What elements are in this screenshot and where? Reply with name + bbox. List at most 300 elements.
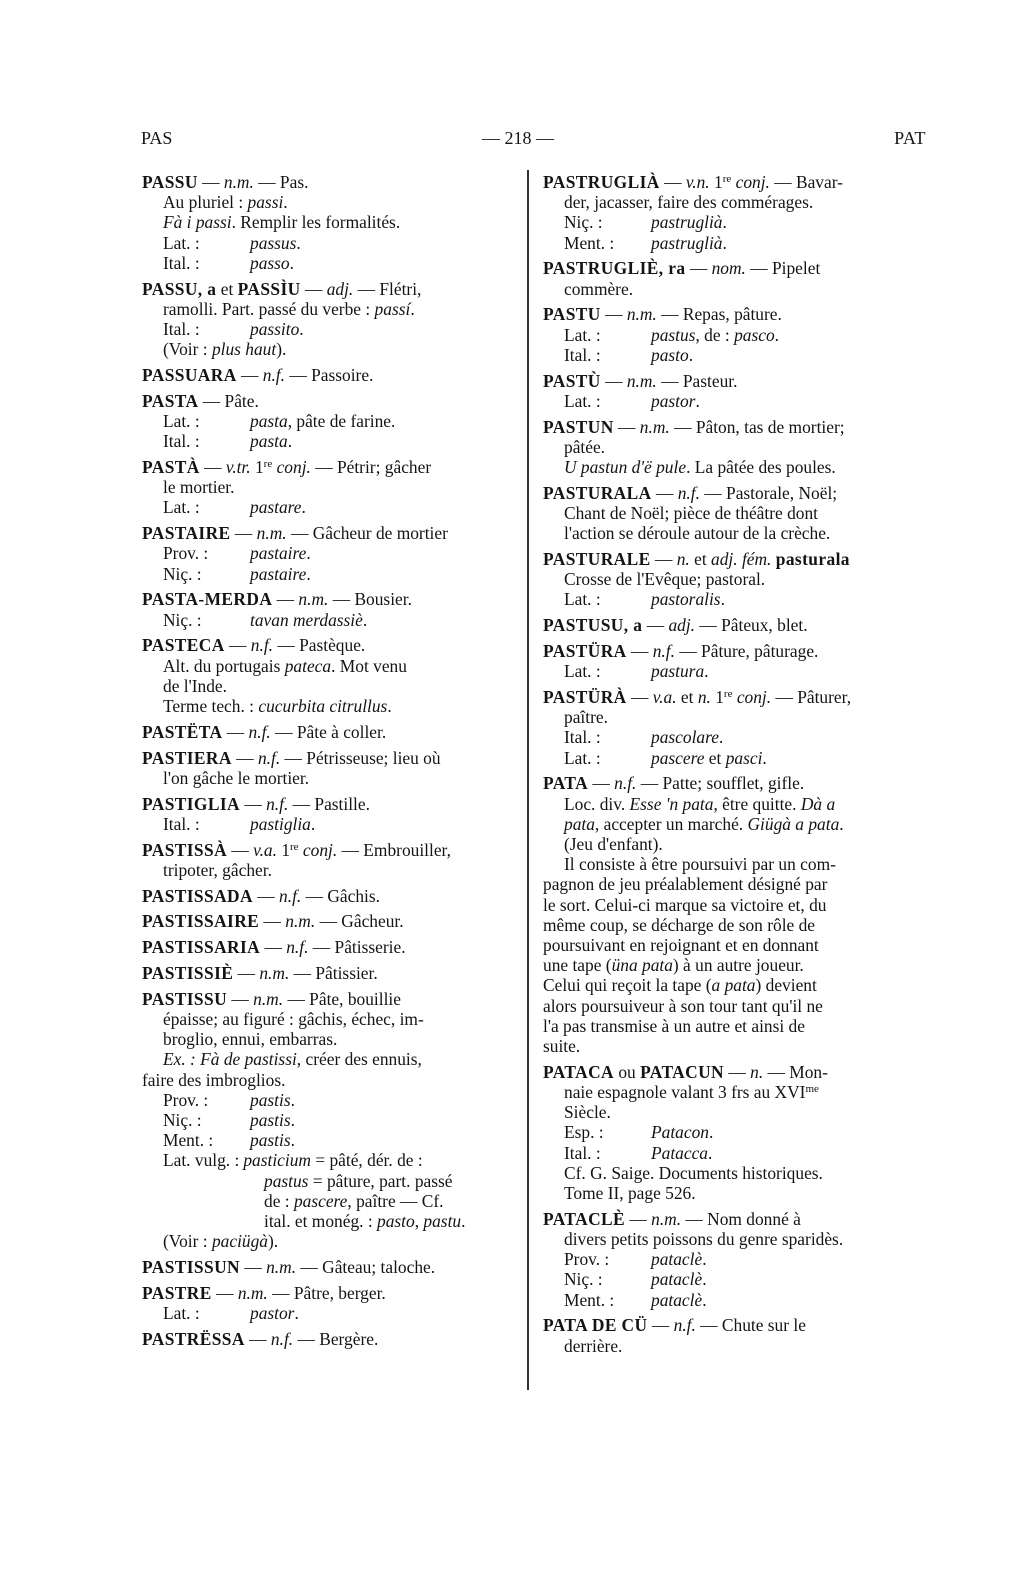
italic-text: pastiglia [250, 813, 311, 834]
text: . [306, 563, 311, 584]
text: ) à un autre joueur. [672, 955, 804, 976]
text: naie espagnole valant 3 frs au XVI [564, 1082, 806, 1103]
text: — [244, 1328, 271, 1349]
etymology-label: Lat. : [564, 324, 601, 345]
italic-text: conj. [302, 839, 338, 860]
superscript: me [805, 1083, 819, 1096]
italic-text: n.m. [626, 370, 657, 391]
headword: PASTUN [543, 416, 614, 437]
text: — [626, 687, 653, 708]
dictionary-entry [142, 523, 517, 584]
italic-text: plus haut [211, 339, 277, 360]
etymology-label: Niç. : [163, 563, 202, 584]
text: — [659, 172, 686, 192]
entry-line [142, 1130, 517, 1150]
etymology-label: Ital. : [564, 1142, 601, 1163]
running-head-right: PAT [894, 128, 926, 148]
text: de : [264, 1190, 294, 1211]
text: l'on gâche le mortier. [163, 767, 310, 788]
entry-line [543, 1183, 930, 1203]
entry-headline [142, 1283, 517, 1303]
entry-line [142, 814, 517, 834]
entry-headline [142, 748, 517, 768]
text: — [259, 911, 286, 932]
dictionary-entry [543, 1209, 930, 1310]
text: . [774, 324, 780, 345]
entry-headline [543, 483, 930, 503]
text: . [688, 344, 694, 365]
text: Tome II, page 526. [564, 1183, 696, 1204]
text: — [240, 1257, 267, 1278]
text: . [289, 252, 294, 273]
entry-line [543, 233, 930, 253]
headword: PASTA [142, 390, 199, 411]
text: — Pâture, pâturage. [674, 641, 819, 662]
text: , créer des ennuis, [296, 1049, 422, 1070]
text: = pâture, part. passé [308, 1170, 453, 1191]
entry-headline [142, 365, 517, 385]
etymology-label: Lat. : [163, 497, 200, 518]
entry-line [543, 1163, 930, 1183]
italic-text: pastaire [250, 563, 307, 584]
entry-headline [142, 963, 517, 983]
text: faire des imbroglios. [142, 1069, 286, 1090]
dictionary-entry [142, 963, 517, 983]
text: Crosse de l'Evêque; pastoral. [564, 569, 766, 590]
dictionary-entry [142, 279, 517, 360]
etymology-label: Ital. : [564, 727, 601, 748]
text: . [362, 609, 368, 630]
italic-text: pasta [250, 431, 288, 452]
text: — [647, 1315, 674, 1336]
entry-line [142, 1171, 517, 1191]
text: ramolli. Part. passé du verbe : [163, 298, 375, 319]
headword: PASTIGLIA [142, 793, 240, 814]
entry-headline [543, 615, 930, 635]
text: derrière. [564, 1335, 623, 1356]
dictionary-entry [142, 1283, 517, 1323]
text: — [651, 482, 678, 503]
text: suite. [543, 1036, 581, 1057]
entry-headline [543, 687, 930, 707]
text: , accepter un marché. [594, 813, 748, 834]
italic-text: pastis [250, 1110, 291, 1131]
entry-line [142, 1090, 517, 1110]
text: der, jacasser, faire des commérages. [564, 192, 814, 213]
text: = pâté, dér. de : [310, 1150, 423, 1171]
etymology-label: Niç. : [163, 609, 202, 630]
dictionary-entry [142, 635, 517, 716]
italic-text: pascere [293, 1190, 348, 1211]
italic-text: pataclè [651, 1289, 703, 1310]
italic-text: paciügà [211, 1231, 268, 1252]
italic-text: cucurbita citrullus [258, 696, 388, 717]
italic-text: n.f. [677, 482, 700, 503]
text: — [260, 937, 287, 958]
italic-text: v.a. [253, 839, 277, 860]
superscript: re [263, 458, 273, 471]
text: — [650, 549, 677, 570]
text: . [708, 1122, 714, 1143]
etymology-label: Ital. : [163, 252, 200, 273]
text: (Voir : [163, 1231, 212, 1252]
text: l'a pas transmise à un autre et ainsi de [543, 1015, 805, 1036]
text: — Pâte à coller. [270, 721, 387, 742]
entry-line [543, 1290, 930, 1310]
headword: PASTU [543, 304, 601, 325]
headword: PASTÀ [142, 457, 200, 478]
text: . [718, 727, 724, 748]
text: et [676, 687, 698, 708]
text: — [222, 721, 249, 742]
etymology-label: Ment. : [564, 232, 615, 253]
text: . [306, 543, 311, 564]
headword: PASTRËSSA [142, 1328, 245, 1349]
entry-line [142, 233, 517, 253]
italic-text: pastis [250, 1089, 291, 1110]
dictionary-entry [142, 365, 517, 385]
text: — Gâcheur de mortier [286, 523, 448, 544]
italic-text: n.m. [237, 1282, 268, 1303]
text: — Bousier. [328, 589, 412, 610]
text: et [216, 278, 238, 299]
entry-line [543, 955, 930, 975]
headword: PASTURALA [543, 482, 652, 503]
text: . [762, 747, 767, 768]
text: . [301, 497, 306, 518]
entry-line [142, 610, 517, 630]
text: — Gâteau; taloche. [296, 1257, 436, 1278]
entry-line [142, 431, 517, 451]
entry-headline [142, 172, 517, 192]
headword: PASTISSADA [142, 885, 253, 906]
entry-line [543, 325, 930, 345]
headword: PATA DE CÜ [543, 1315, 648, 1336]
entry-line [543, 661, 930, 681]
text: divers petits poissons du genre sparidès. [564, 1229, 844, 1250]
dictionary-entry [142, 794, 517, 834]
entry-line [543, 503, 930, 523]
text: . [310, 813, 316, 834]
entry-line [543, 854, 930, 874]
headword: PASTISSAIRE [142, 911, 260, 932]
etymology-label: Lat. : [564, 747, 601, 768]
text: — [600, 304, 627, 325]
superscript: re [722, 173, 732, 185]
headword: PATACLÈ [543, 1208, 626, 1229]
text: 1 [710, 687, 724, 708]
etymology-label: Lat. : [564, 661, 601, 682]
headword: PASSÌU [237, 278, 301, 299]
italic-text: pastor [250, 1303, 295, 1324]
italic-text: pastaire [250, 543, 307, 564]
text: — Gâchis. [301, 885, 381, 906]
etymology-label: Ment. : [564, 1289, 615, 1310]
text: Chant de Noël; pièce de théâtre dont [564, 503, 818, 524]
entry-line [543, 707, 930, 727]
italic-text: n.f. [286, 937, 309, 958]
text: — Pipelet [745, 258, 821, 279]
italic-text: n.f. [250, 635, 274, 656]
italic-text: conj. [736, 687, 772, 708]
text: Au pluriel : [163, 192, 248, 213]
text: — [613, 416, 640, 437]
italic-text: adj. [668, 615, 696, 636]
italic-text: n.f. [248, 721, 271, 742]
dictionary-entry [543, 258, 930, 298]
entry-line [142, 1191, 517, 1211]
dictionary-entry [543, 417, 930, 478]
entry-line [142, 1070, 517, 1090]
italic-text: pascolare [651, 727, 719, 748]
text: — Flétri, [353, 278, 422, 299]
italic-text: n. [750, 1061, 764, 1082]
text: . [287, 431, 293, 452]
entry-line [142, 299, 517, 319]
entry-line [543, 748, 930, 768]
entry-line [543, 1269, 930, 1289]
italic-text: n.f. [279, 885, 302, 906]
column-divider [527, 170, 529, 1390]
text: , être quitte. [713, 793, 801, 814]
text: , de : [695, 324, 735, 345]
italic-text: pastus [651, 324, 696, 345]
entry-line [142, 1110, 517, 1130]
italic-text: n.m. [651, 1208, 682, 1229]
headword: PASTÙ [543, 370, 601, 391]
italic-text: pastis [250, 1130, 291, 1151]
text: . Remplir les formalités. [231, 212, 401, 233]
headword: PASTUSU, a [543, 615, 643, 636]
text: — [600, 370, 627, 391]
italic-text: n.m. [259, 963, 290, 984]
italic-text: n.m. [223, 172, 254, 192]
italic-text: pasto [377, 1211, 415, 1232]
etymology-label: Esp. : [564, 1122, 604, 1143]
text: — Pastorale, Noël; [699, 482, 838, 503]
text: — Pastèque. [273, 635, 366, 656]
text: — Repas, pâture. [656, 304, 782, 325]
italic-text: passí [374, 298, 411, 319]
text: — [625, 1208, 652, 1229]
headword: PASTRUGLIÀ [543, 172, 660, 192]
dictionary-entry [142, 1329, 517, 1349]
dictionary-entry [142, 911, 517, 931]
dictionary-entry [142, 391, 517, 452]
entry-line [142, 212, 517, 232]
italic-text: n.f. [262, 365, 285, 386]
etymology-label: Ital. : [163, 319, 200, 340]
entry-line [543, 1229, 930, 1249]
text: le sort. Celui-ci marque sa victoire et, du [543, 894, 827, 915]
text: — Patte; soufflet, gifle. [636, 773, 805, 794]
headword: PASTISSARIA [142, 937, 261, 958]
etymology-label: Ital. : [163, 431, 200, 452]
entry-headline [142, 886, 517, 906]
headword: PASTIERA [142, 747, 232, 768]
entry-line [142, 676, 517, 696]
headword: PASTRUGLIÈ, ra [543, 258, 686, 279]
headword: pasturala [775, 549, 850, 570]
entry-line [543, 814, 930, 834]
entry-line [543, 345, 930, 365]
dictionary-entry [142, 722, 517, 742]
text: — [227, 988, 254, 1009]
text: 1 [276, 839, 291, 860]
superscript: re [723, 688, 733, 701]
text: — [230, 523, 257, 544]
entry-line [543, 1082, 930, 1102]
entry-line [543, 589, 930, 609]
text: — Bavar- [769, 172, 843, 192]
text: — Pâteux, blet. [695, 615, 808, 636]
text: — [252, 885, 280, 906]
text: . [294, 1303, 299, 1324]
italic-text: n.f. [266, 793, 289, 814]
entry-headline [142, 911, 517, 931]
entry-line [142, 477, 517, 497]
text: 1 [709, 172, 723, 192]
text: — Pâturer, [771, 687, 852, 708]
italic-text: Esse 'n pata [629, 793, 714, 814]
text: alors poursuiveur à son tour tant qu'il ne [543, 995, 823, 1016]
italic-text: pastu [423, 1211, 462, 1232]
dictionary-entry [142, 840, 517, 880]
italic-text: U pastun d'ë pule [564, 457, 687, 478]
entry-line [142, 1150, 517, 1170]
text: (Voir : [163, 339, 212, 360]
text: tripoter, gâcher. [163, 859, 272, 880]
italic-text: n. [697, 687, 711, 708]
italic-text: pata [564, 813, 595, 834]
dictionary-entry [142, 589, 517, 629]
entry-headline [543, 172, 930, 192]
italic-text: pastus [264, 1170, 309, 1191]
headword: PASTRE [142, 1282, 212, 1303]
italic-text: Ex. : Fà de pastissi [163, 1049, 297, 1070]
text: . [299, 319, 304, 340]
dictionary-entry [142, 457, 517, 518]
text: . [722, 212, 727, 233]
entry-line [543, 935, 930, 955]
italic-text: passito [250, 319, 300, 340]
entry-line [142, 253, 517, 273]
text: . [461, 1211, 466, 1232]
dictionary-entry [142, 989, 517, 1252]
italic-text: Patacca [651, 1142, 708, 1163]
italic-text: passus [250, 232, 297, 253]
entry-line [142, 860, 517, 880]
etymology-label: Niç. : [564, 1269, 603, 1290]
text: pâtée. [564, 436, 606, 457]
text: . [707, 1142, 713, 1163]
text: . [387, 696, 392, 717]
italic-text: n.f. [673, 1315, 696, 1336]
entry-line [142, 339, 517, 359]
entry-line [142, 1211, 517, 1231]
entry-line [543, 1036, 930, 1056]
text: . [722, 232, 727, 253]
dictionary-entry [543, 172, 930, 253]
entry-headline [543, 773, 930, 793]
entry-headline [543, 641, 930, 661]
etymology-label: Ital. : [163, 813, 200, 834]
text: . [283, 192, 288, 213]
italic-text: pastoralis [651, 589, 721, 610]
italic-text: n.f. [614, 773, 637, 794]
entry-line [543, 457, 930, 477]
dictionary-entry [543, 641, 930, 681]
text: . [720, 589, 725, 610]
right-column [543, 172, 930, 1361]
entry-line [543, 1336, 930, 1356]
text: — Pasteur. [656, 370, 738, 391]
text: épaisse; au figuré : gâchis, échec, im- [163, 1009, 424, 1030]
text: — Pastille. [288, 793, 370, 814]
entry-headline [543, 304, 930, 324]
entry-line [543, 1249, 930, 1269]
dictionary-entry [142, 748, 517, 788]
italic-text: passo [250, 252, 290, 273]
entry-line [543, 279, 930, 299]
text: — [724, 1061, 751, 1082]
dictionary-entry [543, 483, 930, 544]
etymology-label: Niç. : [163, 1110, 202, 1131]
dictionary-entry [142, 1257, 517, 1277]
text: l'action se déroule autour de la crèche. [564, 523, 831, 544]
text: — Pâtre, berger. [267, 1282, 386, 1303]
entry-line [142, 319, 517, 339]
dictionary-entry [543, 549, 930, 610]
text: 1 [250, 457, 264, 478]
text: — [236, 365, 263, 386]
italic-text: adj. [326, 278, 354, 299]
headword: PASTÜRA [543, 641, 627, 662]
entry-line [543, 1143, 930, 1163]
italic-text: üna pata [611, 955, 673, 976]
text: et [689, 549, 712, 570]
entry-line [142, 696, 517, 716]
text: paître. [564, 707, 608, 728]
entry-headline [142, 989, 517, 1009]
text: ) devient [755, 975, 817, 996]
entry-headline [543, 371, 930, 391]
text: — Pétrisseuse; lieu où [280, 747, 441, 768]
dictionary-entry [543, 687, 930, 768]
italic-text: n.m. [256, 523, 287, 544]
italic-text: conj. [735, 172, 770, 192]
text: Terme tech. : [163, 696, 259, 717]
italic-text: n.m. [298, 589, 329, 610]
italic-text: pastare [250, 497, 302, 518]
entry-line [142, 1029, 517, 1049]
headword: PASTÜRÀ [543, 687, 627, 708]
entry-headline [142, 937, 517, 957]
entry-line [543, 212, 930, 232]
text: une tape ( [543, 955, 612, 976]
text: — [227, 839, 254, 860]
text: . [290, 1130, 295, 1151]
text: — Pétrir; gâcher [310, 457, 432, 478]
headword: PASTISSÀ [142, 839, 228, 860]
italic-text: n.m. [253, 988, 284, 1009]
text: pagnon de jeu préalablement désigné par [543, 874, 828, 895]
entry-headline [543, 549, 930, 569]
headword: PASSUARA [142, 365, 237, 386]
headword: PASTURALE [543, 549, 651, 570]
text: commère. [564, 278, 634, 299]
italic-text: n.f. [257, 747, 281, 768]
